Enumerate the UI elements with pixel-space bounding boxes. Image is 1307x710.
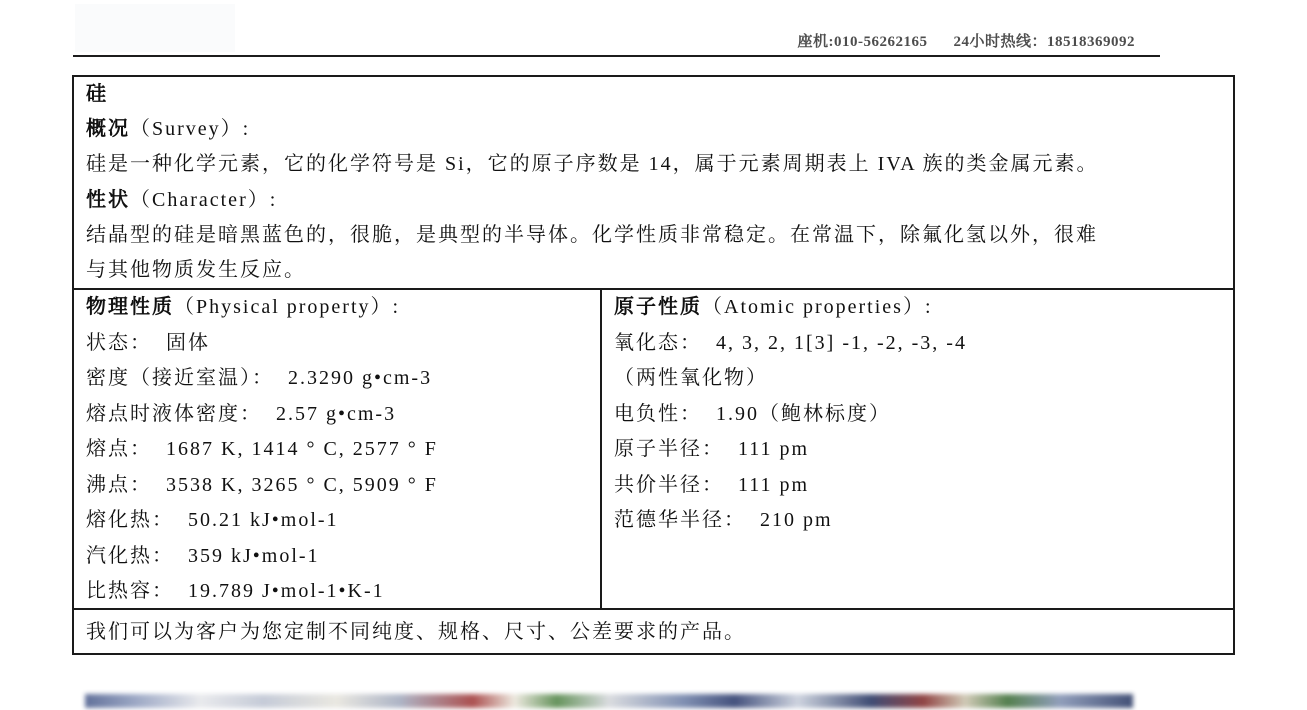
customization-note: 我们可以为客户为您定制不同纯度、规格、尺寸、公差要求的产品。: [86, 621, 746, 643]
property-value: 2.3290 g•cm-3: [288, 367, 433, 389]
property-value: 2.57 g•cm-3: [276, 402, 397, 425]
bottom-image-strip: [85, 694, 1133, 708]
property-value: 1687 K, 1414 ° C, 2577 ° F: [166, 438, 438, 460]
property-label: 熔点：: [86, 438, 152, 460]
property-value: 3538 K, 3265 ° C, 5909 ° F: [166, 473, 438, 496]
element-info-table: [72, 75, 1235, 655]
property-value: 111 pm: [738, 438, 810, 460]
property-value: 19.789 J•mol-1•K-1: [188, 580, 385, 602]
property-value: 固体: [166, 331, 210, 354]
character-text: 结晶型的硅是暗黑蓝色的，很脆，是典型的半导体。化学性质非常稳定。在常温下，除氟化氢以外，很难与其他物质发生反应。: [86, 223, 1098, 282]
landline-number: 座机:010-56262165: [797, 34, 928, 50]
header-divider: [73, 55, 1160, 57]
physical-row-density: [86, 361, 592, 397]
survey-heading-en: （Survey）:: [130, 118, 251, 141]
atomic-heading-en: （Atomic properties）:: [702, 296, 933, 318]
atomic-heading: [614, 290, 1225, 326]
physical-heading: [86, 290, 592, 326]
overview-section: [74, 77, 1233, 288]
property-value: 50.21 kJ•mol-1: [188, 509, 339, 531]
property-label: 范德华半径：: [614, 509, 746, 531]
atomic-row-amphoteric-oxide: [614, 361, 1225, 397]
properties-section: [74, 288, 1233, 608]
property-value: 1.90（鲍林标度）: [716, 402, 891, 425]
physical-heading-zh: 物理性质: [86, 296, 174, 318]
physical-row-specific-heat: [86, 574, 592, 608]
physical-row-liquid-density: [86, 397, 592, 433]
survey-text: 硅是一种化学元素，它的化学符号是 Si，它的原子序数是 14，属于元素周期表上 IVA 族的类金属元素。: [86, 153, 1099, 176]
survey-heading: [86, 112, 1221, 147]
atomic-row-electronegativity: [614, 397, 1225, 433]
property-value: 4, 3, 2, 1[3] -1, -2, -3, -4: [716, 331, 967, 354]
property-label: 电负性：: [614, 402, 702, 425]
property-label: 比热容：: [86, 580, 174, 602]
physical-row-state: [86, 326, 592, 362]
property-label: 熔点时液体密度：: [86, 402, 262, 425]
character-heading-en: （Character）:: [130, 188, 278, 211]
property-label: 熔化热：: [86, 509, 174, 531]
atomic-row-atomic-radius: [614, 432, 1225, 468]
property-label: 原子半径：: [614, 438, 724, 460]
physical-row-heat-of-fusion: [86, 503, 592, 539]
property-label: （两性氧化物）: [614, 367, 768, 389]
property-label: 氧化态：: [614, 331, 702, 354]
property-label: 状态：: [86, 331, 152, 354]
atomic-row-oxidation-states: [614, 326, 1225, 362]
customization-note-section: [74, 608, 1233, 653]
physical-heading-en: （Physical property）:: [174, 296, 401, 318]
physical-row-boiling-point: [86, 468, 592, 504]
property-value: 111 pm: [738, 473, 810, 496]
physical-row-heat-of-vaporization: [86, 539, 592, 575]
element-title: 硅: [86, 83, 108, 105]
property-label: 共价半径：: [614, 473, 724, 496]
physical-properties-column: [74, 290, 602, 608]
property-label: 沸点：: [86, 473, 152, 496]
atomic-heading-zh: 原子性质: [614, 296, 702, 318]
property-value: 210 pm: [760, 509, 833, 531]
property-label: 密度（接近室温）：: [86, 367, 274, 389]
company-logo: [75, 4, 235, 52]
survey-heading-zh: 概况: [86, 118, 130, 141]
hotline-number: 24小时热线：18518369092: [953, 34, 1135, 50]
atomic-properties-column: [602, 290, 1233, 608]
atomic-row-van-der-waals-radius: [614, 503, 1225, 539]
character-heading: [86, 183, 1221, 218]
property-label: 汽化热：: [86, 544, 174, 567]
character-heading-zh: 性状: [86, 188, 130, 211]
contact-info: [797, 30, 1135, 51]
atomic-row-covalent-radius: [614, 468, 1225, 504]
physical-row-melting-point: [86, 432, 592, 468]
property-value: 359 kJ•mol-1: [188, 544, 320, 567]
